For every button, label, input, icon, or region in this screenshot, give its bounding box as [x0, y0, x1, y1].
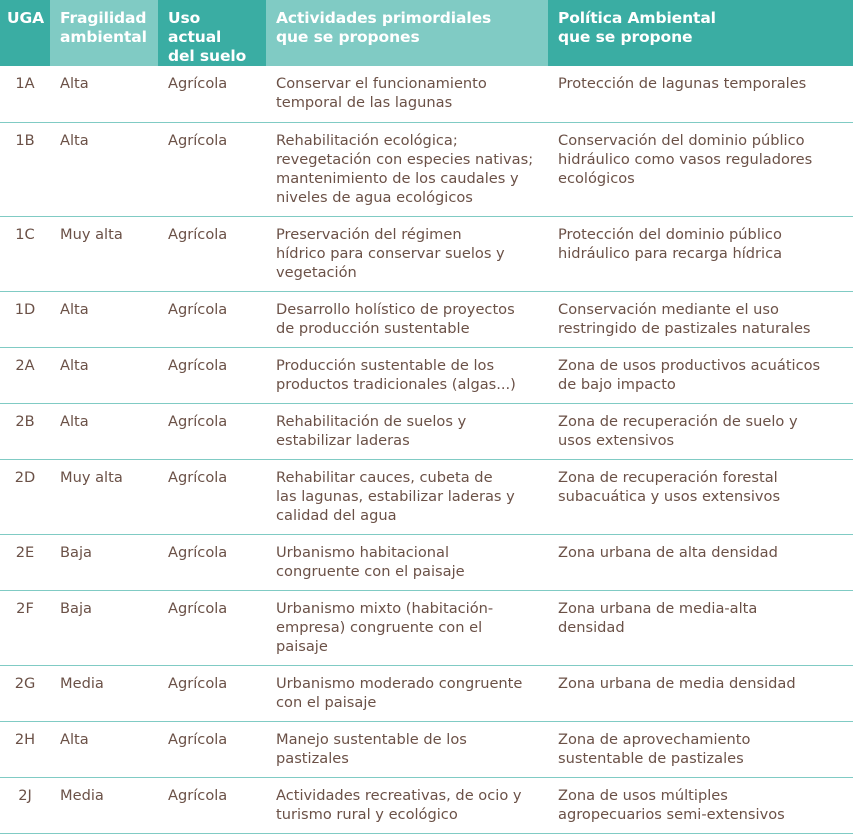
- table-row: [0, 721, 853, 777]
- cell-uga: [0, 459, 50, 534]
- actividades-line: Rehabilitación de suelos y: [276, 412, 467, 430]
- cell-uga: [0, 777, 50, 833]
- table-row: [0, 590, 853, 665]
- actividades-line: Urbanismo moderado congruente: [276, 674, 523, 692]
- uso-value: Agrícola: [168, 225, 228, 243]
- actividades-line: turismo rural y ecológico: [276, 805, 458, 823]
- politica-line: Zona de recuperación forestal: [558, 468, 778, 486]
- cell-uga: [0, 291, 50, 347]
- uga-code: 2G: [14, 674, 36, 692]
- cell-politica: [548, 347, 853, 403]
- header-politica-line: que se propone: [558, 28, 693, 46]
- header-politica: [548, 0, 853, 66]
- politica-line: Protección de lagunas temporales: [558, 75, 807, 92]
- actividades-line: Conservar el funcionamiento: [276, 75, 487, 92]
- fragilidad-value: Alta: [60, 356, 89, 374]
- cell-uso: [158, 216, 266, 291]
- actividades-line: mantenimiento de los caudales y: [276, 169, 519, 187]
- politica-line: agropecuarios semi-extensivos: [558, 805, 785, 823]
- actividades-line: Urbanismo mixto (habitación-: [276, 599, 494, 617]
- table-row: [0, 459, 853, 534]
- header-fragilidad-line: ambiental: [60, 28, 147, 46]
- cell-actividades: [266, 777, 548, 833]
- cell-uso: [158, 122, 266, 216]
- actividades-line: paisaje: [276, 637, 328, 655]
- cell-fragilidad: [50, 665, 158, 721]
- fragilidad-value: Muy alta: [60, 468, 123, 486]
- politica-line: sustentable de pastizales: [558, 749, 744, 767]
- uso-value: Agrícola: [168, 75, 228, 92]
- table-row: [0, 347, 853, 403]
- actividades-line: Rehabilitación ecológica;: [276, 131, 458, 149]
- fragilidad-value: Media: [60, 674, 104, 692]
- cell-uga: [0, 665, 50, 721]
- politica-line: Conservación mediante el uso: [558, 300, 779, 318]
- politica-line: usos extensivos: [558, 431, 675, 449]
- cell-actividades: [266, 403, 548, 459]
- fragilidad-value: Baja: [60, 543, 92, 561]
- table-row: [0, 777, 853, 833]
- uga-code: 2E: [15, 543, 35, 561]
- fragilidad-value: Muy alta: [60, 225, 123, 243]
- cell-uga: [0, 534, 50, 590]
- politica-line: restringido de pastizales naturales: [558, 319, 811, 337]
- politica-line: hidráulico como vasos reguladores: [558, 150, 813, 168]
- header-uso-line: del suelo: [168, 47, 247, 65]
- politica-line: Zona urbana de media-alta: [558, 599, 758, 617]
- cell-uso: [158, 459, 266, 534]
- uso-value: Agrícola: [168, 543, 228, 561]
- politica-line: ecológicos: [558, 169, 635, 187]
- cell-uso: [158, 347, 266, 403]
- cell-politica: [548, 665, 853, 721]
- table-row: [0, 66, 853, 122]
- fragilidad-value: Alta: [60, 300, 89, 318]
- uga-code: 2H: [14, 730, 36, 748]
- cell-actividades: [266, 122, 548, 216]
- cell-actividades: [266, 534, 548, 590]
- politica-line: Zona de aprovechamiento: [558, 730, 751, 748]
- cell-actividades: [266, 665, 548, 721]
- table-row: [0, 122, 853, 216]
- fragilidad-value: Alta: [60, 730, 89, 748]
- uga-code: 2J: [18, 786, 32, 804]
- cell-uso: [158, 777, 266, 833]
- cell-actividades: [266, 590, 548, 665]
- cell-fragilidad: [50, 291, 158, 347]
- cell-uga: [0, 347, 50, 403]
- politica-line: Conservación del dominio público: [558, 131, 805, 149]
- cell-actividades: [266, 347, 548, 403]
- actividades-line: empresa) congruente con el: [276, 618, 483, 636]
- uga-code: 1D: [14, 300, 36, 318]
- politica-line: hidráulico para recarga hídrica: [558, 244, 783, 262]
- uso-value: Agrícola: [168, 356, 228, 374]
- uga-code: 2B: [15, 412, 35, 430]
- cell-politica: [548, 216, 853, 291]
- cell-actividades: [266, 66, 548, 122]
- cell-politica: [548, 459, 853, 534]
- uga-code: 2D: [14, 468, 36, 486]
- cell-actividades: [266, 459, 548, 534]
- actividades-line: de producción sustentable: [276, 319, 470, 337]
- politica-line: Zona de recuperación de suelo y: [558, 412, 798, 430]
- politica-line: Zona urbana de alta densidad: [558, 543, 778, 561]
- cell-politica: [548, 590, 853, 665]
- uso-value: Agrícola: [168, 599, 228, 617]
- header-politica-line: Política Ambiental: [558, 9, 716, 27]
- header-uso: [158, 0, 266, 66]
- header-fragilidad-line: Fragilidad: [60, 9, 147, 27]
- uso-value: Agrícola: [168, 730, 228, 748]
- cell-uso: [158, 590, 266, 665]
- fragilidad-value: Alta: [60, 412, 89, 430]
- politica-line: densidad: [558, 618, 625, 636]
- cell-uso: [158, 665, 266, 721]
- cell-fragilidad: [50, 721, 158, 777]
- cell-politica: [548, 291, 853, 347]
- actividades-line: pastizales: [276, 749, 349, 767]
- actividades-line: niveles de agua ecológicos: [276, 188, 473, 206]
- actividades-line: Producción sustentable de los: [276, 356, 495, 374]
- cell-fragilidad: [50, 122, 158, 216]
- uso-value: Agrícola: [168, 300, 228, 318]
- uga-code: 2F: [16, 599, 34, 617]
- actividades-line: con el paisaje: [276, 693, 377, 711]
- actividades-line: Rehabilitar cauces, cubeta de: [276, 468, 493, 486]
- actividades-line: estabilizar laderas: [276, 431, 410, 449]
- actividades-line: calidad del agua: [276, 506, 397, 524]
- actividades-line: productos tradicionales (algas...): [276, 375, 516, 393]
- fragilidad-value: Alta: [60, 75, 89, 92]
- uga-code: 1B: [15, 131, 35, 149]
- fragilidad-value: Alta: [60, 131, 89, 149]
- cell-uso: [158, 403, 266, 459]
- uga-code: 1A: [15, 75, 35, 92]
- cell-fragilidad: [50, 590, 158, 665]
- uga-code: 2A: [15, 356, 35, 374]
- actividades-line: temporal de las lagunas: [276, 94, 453, 111]
- cell-uga: [0, 216, 50, 291]
- actividades-line: Manejo sustentable de los: [276, 730, 467, 748]
- actividades-line: congruente con el paisaje: [276, 562, 465, 580]
- actividades-line: revegetación con especies nativas;: [276, 150, 534, 168]
- actividades-line: Desarrollo holístico de proyectos: [276, 300, 515, 318]
- uso-value: Agrícola: [168, 131, 228, 149]
- actividades-line: vegetación: [276, 263, 357, 281]
- politica-line: Zona de usos múltiples: [558, 786, 728, 804]
- politica-line: Zona urbana de media densidad: [558, 674, 796, 692]
- actividades-line: Urbanismo habitacional: [276, 543, 450, 561]
- cell-fragilidad: [50, 534, 158, 590]
- cell-politica: [548, 534, 853, 590]
- cell-uso: [158, 66, 266, 122]
- uso-value: Agrícola: [168, 674, 228, 692]
- politica-line: Protección del dominio público: [558, 225, 782, 243]
- fragilidad-value: Media: [60, 786, 104, 804]
- cell-fragilidad: [50, 216, 158, 291]
- table-row: [0, 534, 853, 590]
- actividades-line: las lagunas, estabilizar laderas y: [276, 487, 515, 505]
- table-row: [0, 216, 853, 291]
- header-uga: UGA: [0, 0, 50, 66]
- cell-uga: [0, 66, 50, 122]
- cell-uga: [0, 721, 50, 777]
- uso-value: Agrícola: [168, 786, 228, 804]
- header-actividades-line: Actividades primordiales: [276, 9, 492, 27]
- fragilidad-value: Baja: [60, 599, 92, 617]
- actividades-line: Actividades recreativas, de ocio y: [276, 786, 522, 804]
- cell-fragilidad: [50, 66, 158, 122]
- header-uso-line: Uso actual: [168, 9, 222, 46]
- cell-fragilidad: [50, 403, 158, 459]
- cell-uso: [158, 721, 266, 777]
- cell-fragilidad: [50, 459, 158, 534]
- cell-politica: [548, 122, 853, 216]
- actividades-line: hídrico para conservar suelos y: [276, 244, 505, 262]
- table-row: [0, 291, 853, 347]
- table-body: [0, 66, 853, 833]
- cell-uso: [158, 291, 266, 347]
- header-actividades: [266, 0, 548, 66]
- cell-fragilidad: [50, 347, 158, 403]
- uso-value: Agrícola: [168, 468, 228, 486]
- cell-uso: [158, 534, 266, 590]
- politica-line: de bajo impacto: [558, 375, 676, 393]
- cell-uga: [0, 122, 50, 216]
- cell-politica: [548, 403, 853, 459]
- cell-actividades: [266, 291, 548, 347]
- cell-actividades: [266, 216, 548, 291]
- cell-politica: [548, 721, 853, 777]
- politica-line: subacuática y usos extensivos: [558, 487, 781, 505]
- header-row: [0, 0, 853, 66]
- cell-politica: [548, 777, 853, 833]
- cell-actividades: [266, 721, 548, 777]
- table-row: [0, 403, 853, 459]
- header-actividades-line: que se propones: [276, 28, 420, 46]
- header-fragilidad: [50, 0, 158, 66]
- uga-code: 1C: [15, 225, 35, 243]
- actividades-line: Preservación del régimen: [276, 225, 462, 243]
- cell-uga: [0, 590, 50, 665]
- politica-line: Zona de usos productivos acuáticos: [558, 356, 821, 374]
- cell-politica: [548, 66, 853, 122]
- cell-fragilidad: [50, 777, 158, 833]
- cell-uga: [0, 403, 50, 459]
- table-row: [0, 665, 853, 721]
- uso-value: Agrícola: [168, 412, 228, 430]
